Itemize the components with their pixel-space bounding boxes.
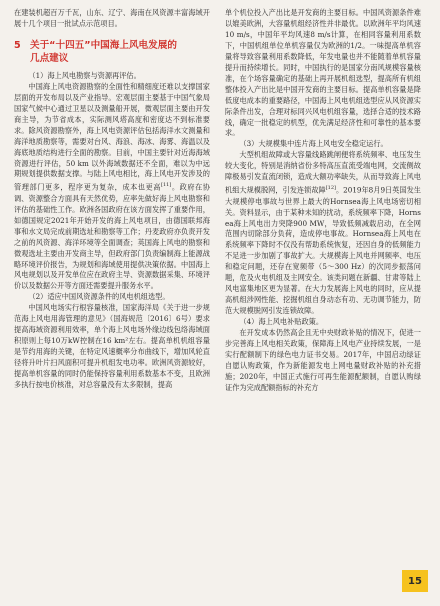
section-heading	[14, 39, 210, 65]
page-number: 15	[402, 570, 428, 592]
right-column	[225, 8, 421, 394]
section-number: 5	[14, 39, 21, 51]
paragraph-text-cont: 。政府在协调、资源整合方面具有天然优势，应率先做好海上风电勘察和评估的基础性工作。欧洲各国政府在该方面发挥了重要作用，如德国规定2021年开始开发的海上风电项目，由德国联邦海事和水文局完成前期选址和勘察等工作；丹麦政府亦负责开发之前的风资源、海洋环境等全面调查；英国海上风电的勘察和微观选址主要由开发商主导，但政府部门负责编制海上能源战略环境评价报告，为规划和海域使用提供决策依据。中国海上风电规划以及开发单位应在政府主导、资源数据采集、环境评价以及数据公开等方面还需要提升服务水平。	[14, 182, 210, 291]
intro-continuation: 在建装机超百万千瓦，山东、辽宁、海南在风资源丰富海域开展十几个项目一批试点示范项目。	[14, 8, 210, 28]
paragraph-grid-stability	[225, 150, 421, 317]
subsection-heading-4: （4）海上风电补贴政策。	[239, 317, 324, 327]
left-column	[14, 8, 210, 391]
footnote-ref[interactable]: [11]	[161, 182, 172, 189]
paragraph-text: 中国海上风电资源勘察的全面性和精细度还难以支撑国家层面的开发布局以及产业指导。宏观层面主要基于中国气象局国家气候中心通过卫星以及测量船开展，微观层面主要由开发商主导，为节省成本，实际测风塔高度和密度达不到标准要求。除风资源勘察外，海上风电资源评估包括海洋水文测量和海洋地质勘察等，需要对台风、海浪、海冰、海雾、海温以及海底地质结构进行全面的勘察。目前，中国主要针对近海海域资源进行评估，50 km 以外海域数据还不全面，难以为中远期规划提供数据支撑。与陆上风电相比，海上风电开发涉及的管理部门更多，程序更为复杂，成本也更高	[14, 81, 210, 192]
paragraph-resource-survey	[14, 82, 210, 293]
paragraph-text: 大型机组故障或大容量线路跳闸便将系统频率、电压发生较大变化，特别是消纳省份多特高压直流受端电网，交流侧故障极易引发直流闭锁，造成大额功率缺失，从而导致海上风电机组大规模脱网，引发连锁故障	[225, 150, 421, 195]
paragraph-text-cont: 。2019年8月9日英国发生大规模停电事故与世界上最大的Hornsea海上风电场密切相关。资料显示，由于某种未知的扰动，系统频率下降，Hornsea海上风电出力突降900 MW，导致低频减载启动，在全网范围内切除部分负荷，造成停电事故。Hornsea海上风电在系统频率下降时不仅没有帮助系统恢复，还因自身的低频能力不足进一步加剧了事故扩大。大规模海上风电并网频率、电压和稳定问题，还存在宽频带（5～300 Hz）的次同步振荡问题，危及火电机组及主网安全。该类问题在新疆、甘肃等陆上风电富集地区更为显著。在大力发展海上风电的同时，应从提高机组涉网性能、挖掘机组自身动态有功、无功调节能力，防范大规模脱网引发连锁故障。	[225, 185, 421, 316]
paragraph-continuation: 单个机位投入产出比是开发商的主要目标。中国风资源条件难以媲美欧洲，大容量机组经济性并非最优。以欧洲年平均风速10 m/s，中国年平均风速8 m/s计算，在相同容量利用系数下，中国机组单位单机容量仅为欧洲的1/2。一味提高单机容量将导致容量利用系数降低，年发电量也并不能随着单机容量提升而持续增长。同时，中国执行的是国家分南风规模容量核准，在个场容量确定的基础上再开展机组选型，提高所有机组整体投入产出比是中国开发商的主要目标。提高单机容量是降低度电成本的重要路径，中国海上风电机组选型应从风资源实际条件出发，合理对标同兴风电机组容量，选择合适的技术路线，确定一批稳定的机型，优先满足经济性和可靠性的基本要求。	[225, 8, 421, 138]
subsection-heading-2: （2）适应中国风资源条件的风电机组选型。	[28, 292, 170, 302]
paragraph-turbine-selection: 中国风电场实行根容量核准，国家海洋局《关于进一步规范海上风电用海管理的意见》（国海规范〔2016〕6号）要求提高海域资源利用效率，单个海上风电场外缘边线包络海域面积原则上每10万kW控制在16 km²左右。提高单机机组容量是节约用海的关键，在特定风速概率分布曲线下，增加风轮直径将升叶片扫风面积可提升机组发电功率。欧洲风资源较好，提高单机容量的同时仍能保持容量利用系数基本不变，且欧洲多执行按电价核准，对总容量没有太多限制，提高	[14, 303, 210, 389]
subsection-heading-3: （3）大规模集中连片海上风电安全稳定运行。	[239, 139, 388, 149]
paragraph-subsidy-policy: 在开发成本仍然高企且无中央财政补贴的情况下，促进一步完善海上风电相关政策，保障海上风电产业持续发展，一是实行配额制下的绿色电力证书交易。2017年，中国启动绿证自愿认购政策，作为新能源发电上网电量财政补贴的补充措施；2020年，中国正式施行可再生能源配额制，自愿认购绿证作为完成配额指标的补充方	[225, 328, 421, 392]
footnote-ref[interactable]: [12]	[325, 185, 336, 192]
section-title-line2: 几点建议	[30, 52, 69, 64]
section-title	[30, 39, 177, 65]
section-title-line1: 关于“十四五”中国海上风电发展的	[30, 39, 177, 51]
subsection-heading-1: （1）海上风电勘察与资源再评估。	[28, 70, 141, 80]
